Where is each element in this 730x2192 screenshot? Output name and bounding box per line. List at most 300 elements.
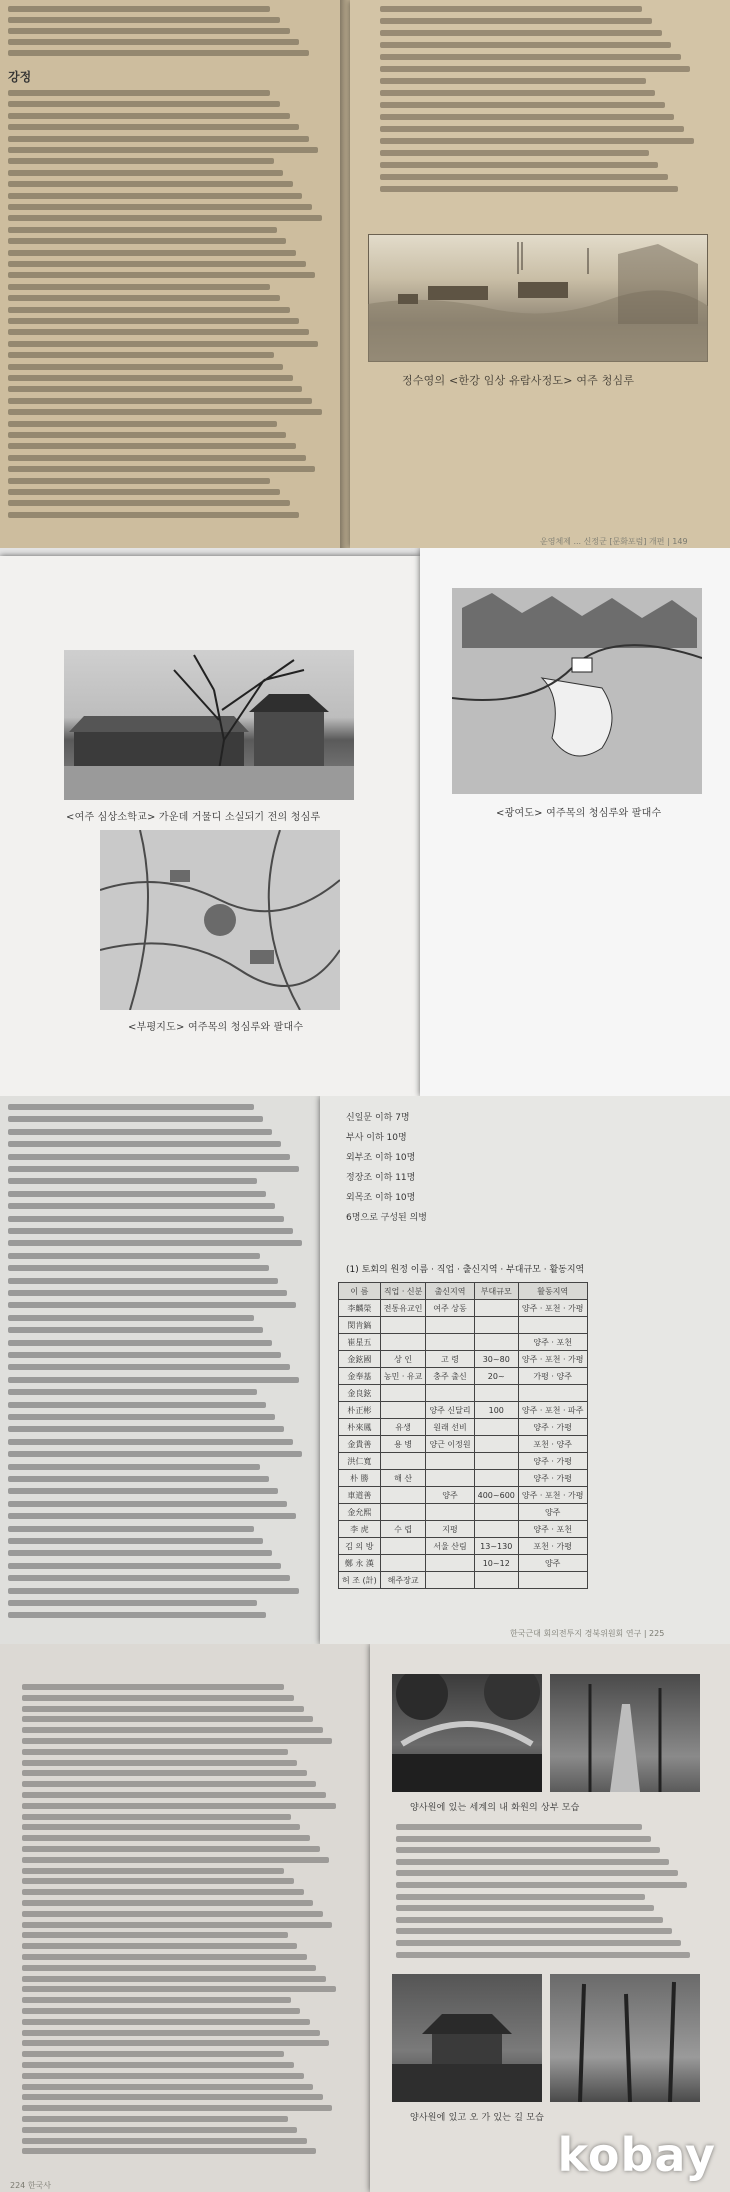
photo-panel-book-spread-3 (0, 1096, 730, 1644)
body-text-line (8, 1389, 257, 1395)
body-text-line (8, 1476, 269, 1482)
table-cell (426, 1504, 474, 1521)
table-cell: 양주 신달리 (426, 1402, 474, 1419)
table-cell: 양주 · 가평 (518, 1470, 587, 1487)
table-cell: 여주 상동 (426, 1300, 474, 1317)
photo-panel-book-spread-1 (0, 0, 730, 548)
body-text-line (22, 1976, 326, 1982)
body-text-line (8, 147, 318, 153)
table-cell (474, 1385, 518, 1402)
body-text-line (8, 478, 270, 484)
table-cell (380, 1402, 426, 1419)
body-text-line (22, 1749, 288, 1755)
body-text-line (8, 90, 270, 96)
table-cell (426, 1317, 474, 1334)
body-text-line (8, 466, 315, 472)
body-text-line (22, 1922, 332, 1928)
table-cell: 양근 이정원 (426, 1436, 474, 1453)
body-text-line (22, 1878, 294, 1884)
body-text-line (380, 18, 652, 24)
body-text-line (8, 1588, 299, 1594)
body-text-line (22, 1835, 310, 1841)
body-text-line (396, 1952, 690, 1958)
body-text-line (22, 2008, 300, 2014)
photo-panel-book-spread-2 (0, 548, 730, 1096)
body-text-line (380, 150, 649, 156)
table-cell: 양주 · 포천 · 가평 (518, 1300, 587, 1317)
body-text-line (22, 1846, 320, 1852)
table-cell: 양주 · 포천 · 가평 (518, 1351, 587, 1368)
table-cell: 車道善 (339, 1487, 381, 1504)
map-caption-gwangyeodo: <광여도> 여주목의 청심루와 팔대수 (496, 808, 662, 819)
body-text-line (396, 1928, 672, 1934)
table-row (339, 1385, 588, 1402)
table-row (339, 1572, 588, 1589)
body-text-line (22, 1986, 336, 1992)
table-cell (426, 1470, 474, 1487)
body-text-line (22, 1684, 284, 1690)
table-cell (474, 1521, 518, 1538)
body-text-line (396, 1847, 660, 1853)
right-page (350, 0, 730, 548)
table-row (339, 1300, 588, 1317)
table-cell (426, 1555, 474, 1572)
table-cell (380, 1453, 426, 1470)
body-text-line (8, 215, 322, 221)
body-text-line (8, 28, 290, 34)
body-text-line (396, 1894, 645, 1900)
table-cell: 김 의 방 (339, 1538, 381, 1555)
body-text-line (8, 124, 299, 130)
table-cell: 포천 · 양주 (518, 1436, 587, 1453)
painting-hangang-cheongsimnu (368, 234, 708, 362)
table-cell (426, 1385, 474, 1402)
body-text-line (8, 1228, 293, 1234)
body-text-line (8, 1526, 254, 1532)
body-text-line (8, 1513, 296, 1519)
table-cell: 金鉉國 (339, 1351, 381, 1368)
table-row (339, 1538, 588, 1555)
body-text-line (8, 6, 270, 12)
body-text-line (8, 352, 274, 358)
body-text-line (8, 1116, 263, 1122)
body-text-line (8, 113, 290, 119)
body-text-line (8, 1129, 272, 1135)
body-text-line (22, 1792, 326, 1798)
table-cell: 양주 · 포천 (518, 1521, 587, 1538)
table-cell: 수 렵 (380, 1521, 426, 1538)
table-cell: 해주장교 (380, 1572, 426, 1589)
volunteer-list-item: 외목조 이하 10명 (346, 1193, 416, 1203)
body-text-line (380, 90, 655, 96)
table-cell: 양주 · 가평 (518, 1419, 587, 1436)
body-text-line (8, 1240, 302, 1246)
body-text-line (8, 17, 280, 23)
body-text-line (22, 1889, 304, 1895)
table-cell: 고 령 (426, 1351, 474, 1368)
volunteer-list-item: 정장조 이하 11명 (346, 1173, 416, 1183)
table-cell (426, 1572, 474, 1589)
table-cell: 鄭 永 漢 (339, 1555, 381, 1572)
table-cell (426, 1453, 474, 1470)
body-text-line (8, 1352, 281, 1358)
page-number: 224 한국사 (10, 2181, 51, 2190)
table-cell: 해 산 (380, 1470, 426, 1487)
photo-panel-book-spread-4 (0, 1644, 730, 2192)
table-cell: 양주 · 가평 (518, 1453, 587, 1470)
table-cell (474, 1419, 518, 1436)
body-text-line (8, 238, 286, 244)
table-cell: 양주 · 포천 · 파주 (518, 1402, 587, 1419)
section-heading: 강정 (8, 70, 32, 84)
table-cell: 포천 · 가평 (518, 1538, 587, 1555)
table-cell: 朴來鳳 (339, 1419, 381, 1436)
table-cell (474, 1453, 518, 1470)
table-cell (474, 1572, 518, 1589)
photo-caption-top: 양사원에 있는 세계의 내 화원의 상부 모습 (410, 1803, 580, 1813)
table-cell: 양주 · 포천 · 가평 (518, 1487, 587, 1504)
body-text-line (380, 54, 681, 60)
table-row (339, 1351, 588, 1368)
body-text-line (22, 1997, 291, 2003)
table-cell (518, 1385, 587, 1402)
table-header-cell: 직업 · 신분 (380, 1283, 426, 1300)
body-text-line (22, 2094, 323, 2100)
body-text-line (8, 1612, 266, 1618)
table-cell (426, 1334, 474, 1351)
table-cell (518, 1572, 587, 1589)
photo-garden-bridge (392, 1674, 542, 1792)
body-text-line (8, 500, 290, 506)
left-page (0, 1644, 370, 2192)
body-text-line (380, 42, 671, 48)
body-text-line (8, 1141, 281, 1147)
body-text-line (22, 1911, 323, 1917)
body-text-line (8, 318, 299, 324)
body-text-line (8, 158, 274, 164)
body-text-line (8, 204, 312, 210)
body-text-line (396, 1836, 651, 1842)
body-text-line (380, 114, 674, 120)
body-text-line (8, 341, 318, 347)
table-cell: 朴 勝 (339, 1470, 381, 1487)
body-text-line (8, 512, 299, 518)
table-cell: 洪仁寬 (339, 1453, 381, 1470)
body-text-line (22, 1814, 291, 1820)
body-text-line (8, 1488, 278, 1494)
body-text-line (22, 2040, 329, 2046)
photo-garden-trees (550, 1974, 700, 2102)
photo-garden-path (550, 1674, 700, 1792)
table-cell: 전통유교인 (380, 1300, 426, 1317)
table-row (339, 1419, 588, 1436)
body-text-line (8, 1203, 275, 1209)
right-page (320, 1096, 730, 1644)
body-text-line (8, 364, 283, 370)
body-text-line (8, 1302, 296, 1308)
table-cell (380, 1385, 426, 1402)
table-cell (518, 1317, 587, 1334)
volunteer-list-item: 신일문 이하 7명 (346, 1113, 410, 1123)
table-row (339, 1470, 588, 1487)
body-text-line (22, 2148, 316, 2154)
table-cell: 13~130 (474, 1538, 518, 1555)
body-text-line (8, 1104, 254, 1110)
body-text-line (22, 2019, 310, 2025)
body-text-line (8, 1166, 299, 1172)
body-text-line (22, 2062, 294, 2068)
body-text-line (380, 102, 665, 108)
body-text-line (22, 1738, 332, 1744)
body-text-line (8, 250, 296, 256)
table-cell: 400~600 (474, 1487, 518, 1504)
table-cell: 李麟榮 (339, 1300, 381, 1317)
body-text-line (8, 170, 283, 176)
body-text-line (8, 432, 286, 438)
table-cell: 가평 · 양주 (518, 1368, 587, 1385)
body-text-line (8, 136, 309, 142)
body-text-line (22, 2051, 284, 2057)
photo-caption-bottom: 양사원에 있고 오 가 있는 길 모습 (410, 2113, 544, 2123)
body-text-line (22, 1716, 313, 1722)
right-page (420, 548, 730, 1096)
table-cell: 100 (474, 1402, 518, 1419)
table-cell (380, 1487, 426, 1504)
photo-caption-school: <여주 심상소학교> 가운데 거물디 소실되기 전의 청심루 (66, 812, 321, 823)
table-cell (474, 1300, 518, 1317)
table-cell: 朴正彬 (339, 1402, 381, 1419)
body-text-line (8, 1178, 257, 1184)
table-cell: 金允熙 (339, 1504, 381, 1521)
left-page (0, 556, 420, 1096)
body-text-line (22, 1868, 284, 1874)
body-text-line (8, 1575, 290, 1581)
table-cell (474, 1317, 518, 1334)
table-cell: 양주 · 포천 (518, 1334, 587, 1351)
body-text-line (8, 227, 277, 233)
table-cell (380, 1555, 426, 1572)
body-text-line (380, 126, 684, 132)
body-text-line (380, 174, 668, 180)
body-text-line (8, 50, 309, 56)
body-text-line (8, 1216, 284, 1222)
body-text-line (8, 1600, 257, 1606)
body-text-line (8, 1550, 272, 1556)
body-text-line (396, 1824, 642, 1830)
body-text-line (8, 1414, 275, 1420)
map-bupyeong-jido (100, 830, 340, 1010)
table-cell (474, 1436, 518, 1453)
body-text-line (8, 1501, 287, 1507)
body-text-line (380, 30, 662, 36)
table-cell: 농민 · 유교 (380, 1368, 426, 1385)
body-text-line (22, 2084, 313, 2090)
table-cell: 金貴善 (339, 1436, 381, 1453)
table-row (339, 1453, 588, 1470)
table-row (339, 1521, 588, 1538)
body-text-line (8, 1253, 260, 1259)
table-cell: 10~12 (474, 1555, 518, 1572)
table-row (339, 1402, 588, 1419)
table-row (339, 1487, 588, 1504)
body-text-line (8, 1340, 272, 1346)
table-cell: 유생 (380, 1419, 426, 1436)
body-text-line (8, 1464, 260, 1470)
body-text-line (396, 1859, 669, 1865)
table-cell: 양주 (426, 1487, 474, 1504)
body-text-line (380, 162, 658, 168)
body-text-line (8, 1278, 278, 1284)
militia-table (338, 1282, 588, 1589)
table-cell: 金良鉉 (339, 1385, 381, 1402)
body-text-line (22, 1706, 304, 1712)
table-row (339, 1368, 588, 1385)
table-cell (474, 1334, 518, 1351)
page-number: 운영체제 ... 신정군 [문화포럼] 개편 | 149 (540, 537, 688, 546)
body-text-line (22, 1954, 307, 1960)
body-text-line (8, 1451, 302, 1457)
body-text-line (22, 2138, 307, 2144)
table-section-title: (1) 토회의 원정 이름 · 직업 · 출신지역 · 부대규모 · 활동지역 (346, 1265, 585, 1275)
table-cell: 지평 (426, 1521, 474, 1538)
left-page (0, 1096, 320, 1644)
body-text-line (8, 272, 315, 278)
volunteer-list-item: 부사 이하 10명 (346, 1133, 407, 1143)
body-text-line (8, 409, 322, 415)
table-cell: 용 병 (380, 1436, 426, 1453)
right-page (370, 1644, 730, 2192)
body-text-line (396, 1917, 663, 1923)
table-cell (380, 1504, 426, 1521)
body-text-line (8, 1290, 287, 1296)
body-text-line (8, 1154, 290, 1160)
photo-garden-pavilion (392, 1974, 542, 2102)
body-text-line (8, 489, 280, 495)
table-cell: 崔星五 (339, 1334, 381, 1351)
table-row (339, 1555, 588, 1572)
table-row (339, 1504, 588, 1521)
body-text-line (8, 421, 277, 427)
body-text-line (22, 2105, 332, 2111)
body-text-line (8, 181, 293, 187)
body-text-line (8, 398, 312, 404)
body-text-line (8, 329, 309, 335)
table-cell: 閔肯鎬 (339, 1317, 381, 1334)
body-text-line (380, 186, 678, 192)
body-text-line (8, 443, 296, 449)
body-text-line (22, 1900, 313, 1906)
body-text-line (8, 1439, 293, 1445)
body-text-line (22, 2116, 288, 2122)
table-cell: 원래 선비 (426, 1419, 474, 1436)
body-text-line (8, 1377, 299, 1383)
body-text-line (8, 284, 270, 290)
body-text-line (22, 1932, 288, 1938)
body-text-line (380, 6, 642, 12)
body-text-line (8, 1265, 269, 1271)
table-header-cell: 활동지역 (518, 1283, 587, 1300)
body-text-line (22, 1770, 307, 1776)
table-cell: 허 조 (計) (339, 1572, 381, 1589)
table-cell: 충주 출신 (426, 1368, 474, 1385)
table-cell: 李 虎 (339, 1521, 381, 1538)
page-number: 한국근대 회의전투지 경북위원회 연구 | 225 (510, 1629, 665, 1638)
body-text-line (380, 78, 646, 84)
body-text-line (8, 1426, 284, 1432)
body-text-line (8, 295, 280, 301)
body-text-line (8, 1315, 254, 1321)
body-text-line (22, 2030, 320, 2036)
book-gutter (340, 0, 350, 548)
body-text-line (22, 1760, 297, 1766)
body-text-line (22, 1803, 336, 1809)
body-text-line (8, 455, 306, 461)
body-text-line (380, 138, 694, 144)
table-cell (380, 1538, 426, 1555)
body-text-line (8, 261, 306, 267)
table-row (339, 1317, 588, 1334)
table-row (339, 1436, 588, 1453)
table-header-cell: 출신지역 (426, 1283, 474, 1300)
body-text-line (22, 1824, 300, 1830)
body-text-line (8, 1364, 290, 1370)
map-caption-bupyeong: <부평지도> 여주목의 청심루와 팔대수 (128, 1022, 304, 1033)
kobay-watermark: kobay (557, 2128, 716, 2182)
table-header-cell: 부대규모 (474, 1283, 518, 1300)
volunteer-list-item: 외부조 이하 10명 (346, 1153, 416, 1163)
body-text-line (396, 1905, 654, 1911)
map-gwangyeodo (452, 588, 702, 794)
body-text-line (8, 39, 299, 45)
body-text-line (8, 193, 302, 199)
body-text-line (22, 1695, 294, 1701)
table-cell: 양주 (518, 1555, 587, 1572)
body-text-line (8, 1402, 266, 1408)
table-cell: 상 인 (380, 1351, 426, 1368)
photo-simsang-school (64, 650, 354, 800)
table-cell (380, 1317, 426, 1334)
body-text-line (396, 1882, 687, 1888)
table-cell: 金奉基 (339, 1368, 381, 1385)
body-text-line (8, 375, 293, 381)
volunteer-list-item: 6명으로 구성된 의병 (346, 1213, 428, 1223)
table-row (339, 1334, 588, 1351)
body-text-line (22, 1943, 297, 1949)
body-text-line (22, 2073, 304, 2079)
table-cell: 양주 (518, 1504, 587, 1521)
body-text-line (8, 1563, 281, 1569)
body-text-line (8, 307, 290, 313)
body-text-line (22, 2127, 297, 2133)
body-text-line (22, 1781, 316, 1787)
body-text-line (8, 101, 280, 107)
table-cell: 20~ (474, 1368, 518, 1385)
table-cell: 30~80 (474, 1351, 518, 1368)
table-cell: 서울 산림 (426, 1538, 474, 1555)
body-text-line (8, 1327, 263, 1333)
body-text-line (8, 1191, 266, 1197)
left-page (0, 0, 350, 548)
body-text-line (22, 1965, 316, 1971)
body-text-line (22, 1857, 329, 1863)
table-cell (474, 1470, 518, 1487)
table-header-cell: 이 름 (339, 1283, 381, 1300)
body-text-line (8, 1538, 263, 1544)
table-cell (380, 1334, 426, 1351)
body-text-line (396, 1870, 678, 1876)
table-cell (474, 1504, 518, 1521)
body-text-line (396, 1940, 681, 1946)
